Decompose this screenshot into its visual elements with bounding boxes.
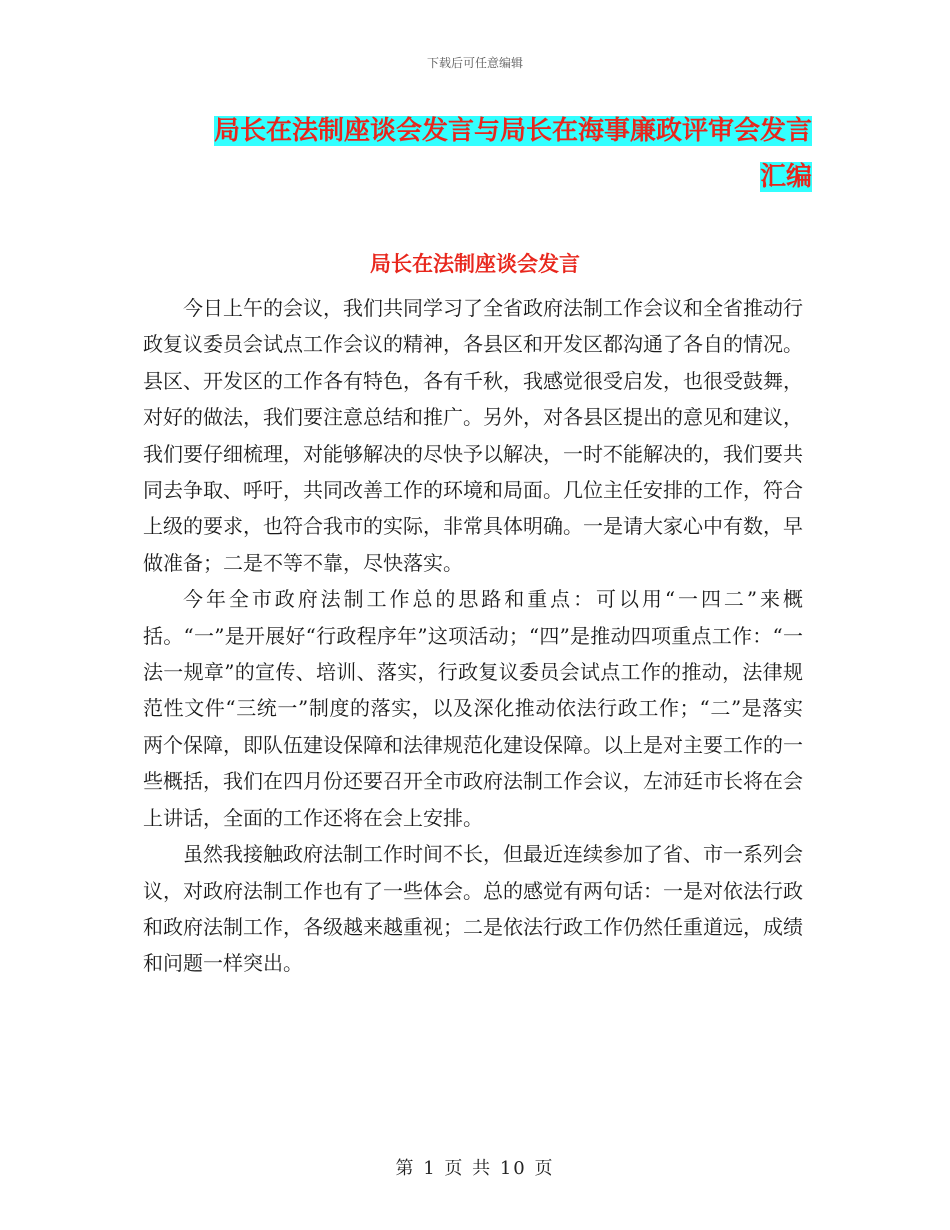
page-footer: 第 1 页 共 10 页: [395, 1158, 555, 1179]
title-line-1: 局长在法制座谈会发言与局长在海事廉政评审会发言: [213, 116, 812, 146]
paragraph: 今日上午的会议，我们共同学习了全省政府法制工作会议和全省推动行政复议委员会试点工作会议的精神，各县区和开发区都沟通了各自的情况。县区、开发区的工作各有特色，各有千秋，我感觉很受启发，也很受鼓舞，对好的做法，我们要注意总结和推广。另外，对各县区提出的意见和建议，我们要仔细梳理，对能够解决的尽快予以解决，一时不能解决的，我们要共同去争取、呼吁，共同改善工作的环境和局面。几位主任安排的工作，符合上级的要求，也符合我市的实际，非常具体明确。一是请大家心中有数，早做准备；二是不等不靠，尽快落实。: [143, 296, 803, 575]
paragraph: 虽然我接触政府法制工作时间不长，但最近连续参加了省、市一系列会议，对政府法制工作也有了一些体会。总的感觉有两句话：一是对依法行政和政府法制工作，各级越来越重视；二是依法行政工作仍然任重道远，成绩和问题一样突出。: [143, 842, 803, 976]
title-line-2: 汇编: [759, 162, 812, 192]
paragraph: 今年全市政府法制工作总的思路和重点：可以用“一四二”来概括。“一”是开展好“行政程序年”这项活动；“四”是推动四项重点工作：“一法一规章”的宣传、培训、落实，行政复议委员会试点工作的推动，法律规范性文件“三统一”制度的落实，以及深化推动依法行政工作；“二”是落实两个保障，即队伍建设保障和法律规范化建设保障。以上是对主要工作的一些概括，我们在四月份还要召开全市政府法制工作会议，左沛廷市长将在会上讲话，全面的工作还将在会上安排。: [143, 587, 803, 830]
section-title: 局长在法制座谈会发言: [370, 251, 580, 276]
body-text: [143, 290, 803, 982]
header-note: 下载后可任意编辑: [426, 56, 523, 70]
document-title: [192, 108, 812, 200]
